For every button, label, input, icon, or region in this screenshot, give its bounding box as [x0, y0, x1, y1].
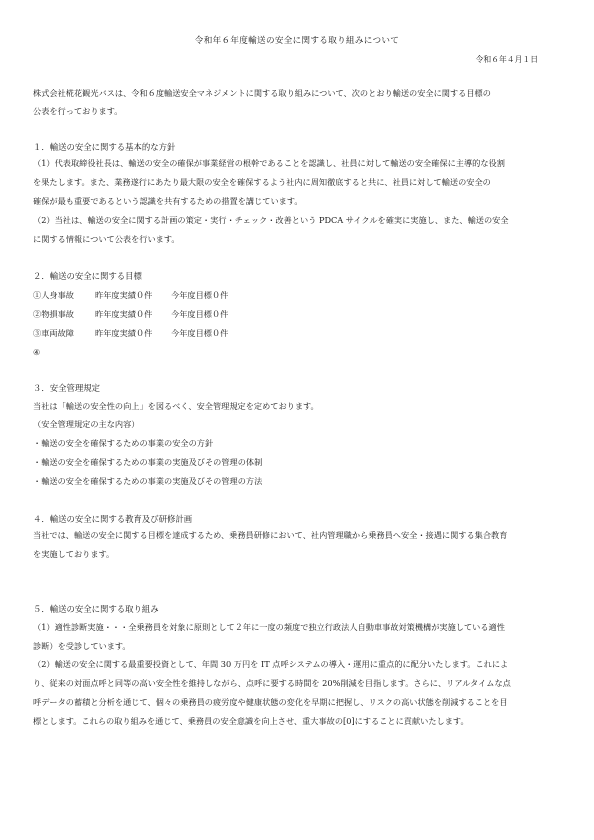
section5-line: 呼データの蓄積と分析を通じて、個々の乗務員の疲労度や健康状態の変化を早期に把握し、リスクの高い状態を削減することを目	[33, 697, 508, 707]
section5-line: 診断）を受診しています。	[33, 641, 131, 651]
goal-label: ①人身事故	[33, 290, 74, 300]
section4-line: 当社では、輸送の安全に関する目標を達成するため、乗務員研修において、社内管理職から乗務員へ安全・接遇に関する集合教育	[33, 530, 508, 540]
section1-heading: １．輸送の安全に関する基本的な方針	[33, 142, 176, 152]
goal-target: 今年度目標０件	[171, 309, 229, 319]
section3-line: ・輸送の安全を確保するための事業の実施及びその管理の方法	[33, 476, 263, 486]
section5-line: （2）輸送の安全に関する最重要投資として、年間 30 万円を IT 点呼システムの導入・運用に重点的に配分いたします。これによ	[33, 659, 509, 669]
section5-line: り、従来の対面点呼と同等の高い安全性を維持しながら、点呼に要する時間を 20%削減を目指します。さらに、リアルタイムな点	[33, 678, 511, 688]
goal-row	[33, 309, 228, 320]
goal-row	[33, 347, 171, 357]
intro-line-1: 株式会社椛花観光バスは、令和６度輸送安全マネジメントに関する取り組みについて、次のとおり輸送の安全に関する目標の	[33, 88, 491, 98]
section4-heading: ４．輸送の安全に関する教育及び研修計画	[33, 514, 193, 524]
goal-prev: 昨年度実績０件	[95, 328, 153, 338]
section3-line: ・輸送の安全を確保するための事業の安全の方針	[33, 438, 214, 448]
section1-line: を果たします。また、業務遂行にあたり最大限の安全を確保するよう社内に周知徹底すると共に、社員に対して輸送の安全の	[33, 177, 491, 187]
section3-line: 当社は「輸送の安全性の向上」を図るべく、安全管理規定を定めております。	[33, 401, 319, 411]
section2-heading: ２．輸送の安全に関する目標	[33, 271, 142, 281]
section1-line: 確保が最も重要であるという認識を共有するための措置を講じています。	[33, 196, 303, 206]
document-title: 令和年６年度輸送の安全に関する取り組みについて	[194, 36, 400, 46]
section1-line: （2）当社は、輸送の安全に関する計画の策定・実行・チェック・改善という PDCA サイクルを確実に実施し、また、輸送の安全	[33, 215, 509, 225]
goal-row	[33, 328, 228, 339]
goal-label: ④	[33, 347, 41, 357]
section3-line: （安全管理規定の主な内容）	[33, 419, 140, 429]
section5-line: （1）適性診断実施・・・全乗務員を対象に原則として２年に一度の頻度で独立行政法人自動車事故対策機構が実施している適性	[33, 622, 505, 632]
document-date: 令和６年４月１日	[475, 55, 538, 64]
goal-prev: 昨年度実績０件	[95, 309, 153, 319]
goal-target: 今年度目標０件	[171, 328, 229, 338]
section4-line: を実施しております。	[33, 549, 115, 559]
intro-line-2: 公表を行っております。	[33, 106, 123, 116]
section5-line: 標とします。これらの取り組みを通じて、乗務員の安全意識を向上させ、重大事故の[0]にすることに貢献いたします。	[33, 716, 469, 726]
section1-line: に関する情報について公表を行います。	[33, 234, 180, 244]
goal-prev: 昨年度実績０件	[95, 290, 153, 300]
goal-label: ③車両故障	[33, 328, 74, 338]
goal-row	[33, 290, 228, 301]
goal-target: 今年度目標０件	[171, 290, 229, 300]
section1-line: （1）代表取締役社長は、輸送の安全の確保が事業経営の根幹であることを認識し、社員に対して輸送の安全確保に主導的な役割	[33, 158, 505, 168]
section5-heading: ５．輸送の安全に関する取り組み	[33, 604, 159, 614]
goal-label: ②物損事故	[33, 309, 74, 319]
section3-line: ・輸送の安全を確保するための事業の実施及びその管理の体制	[33, 457, 263, 467]
section3-heading: ３．安全管理規定	[33, 383, 100, 393]
